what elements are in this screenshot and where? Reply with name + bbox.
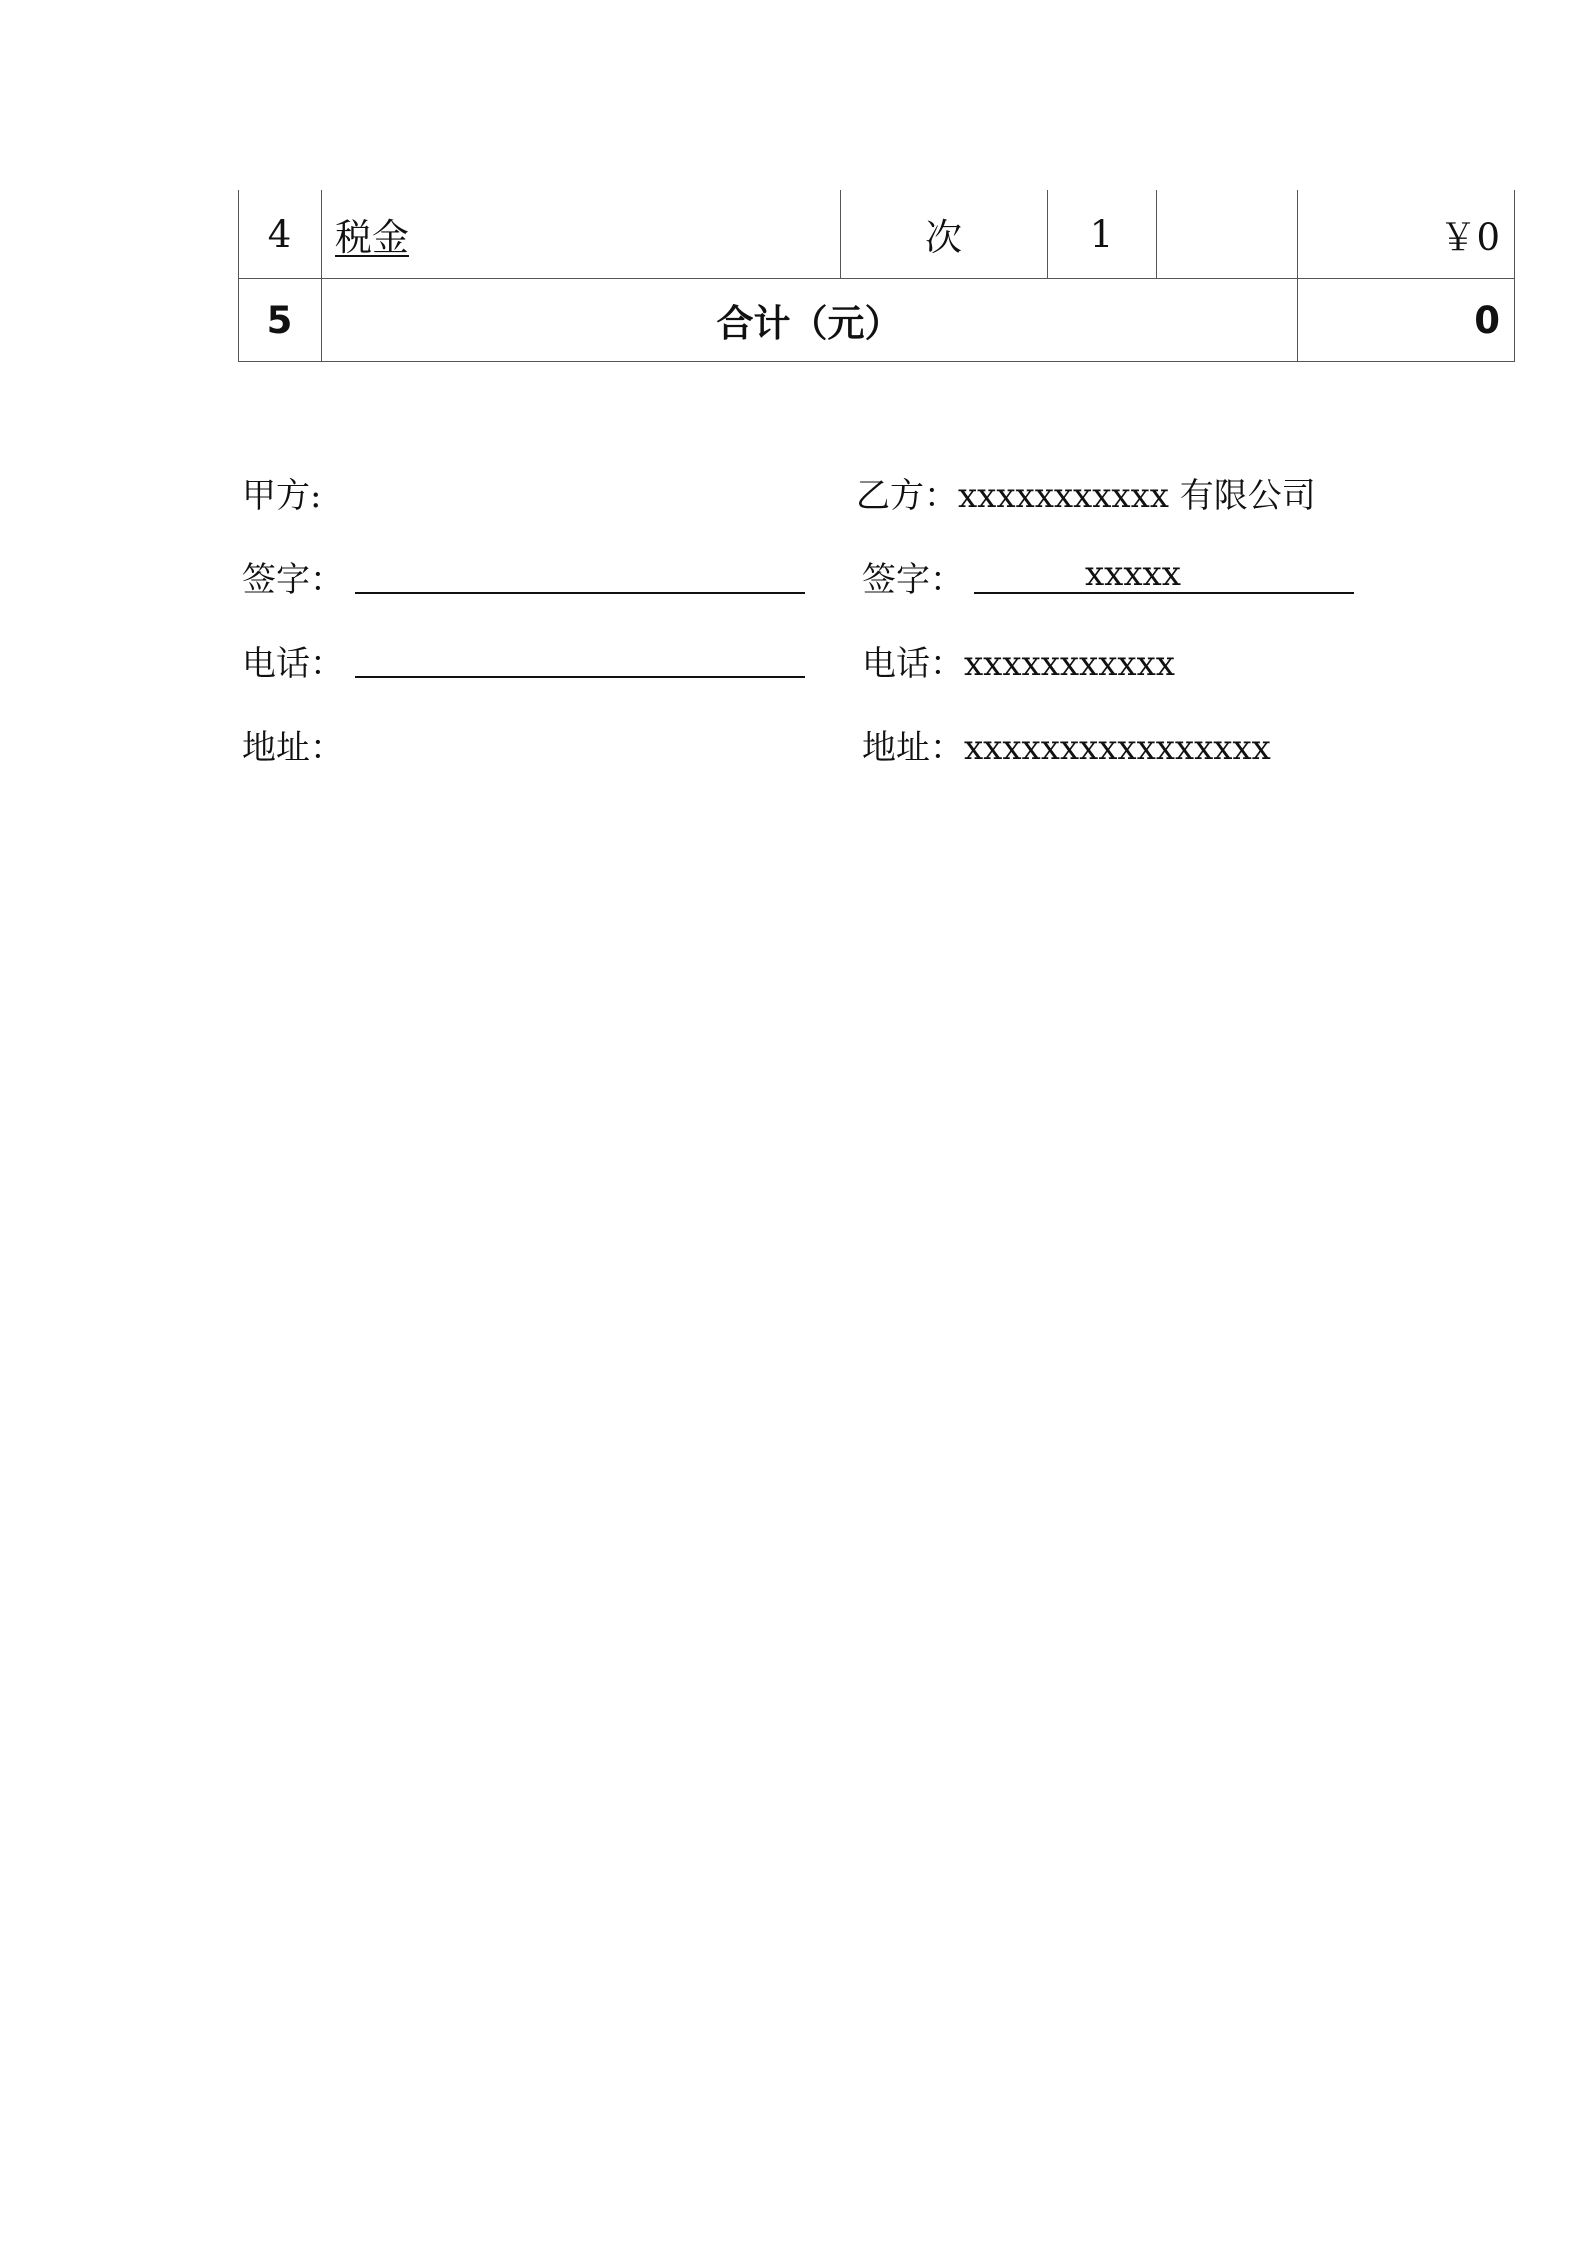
party-b-address-label: 地址： — [862, 728, 964, 768]
row4-price — [1156, 190, 1297, 278]
party-b-phone-value: xxxxxxxxxxx — [964, 644, 1175, 684]
row4-unit: 次 — [925, 216, 962, 259]
party-b-phone — [862, 636, 1175, 685]
party-a-phone-label: 电话： — [242, 644, 344, 684]
total-label: 合计（元） — [716, 302, 902, 345]
party-b-label: 乙方： — [856, 476, 958, 516]
party-a-sign-label: 签字： — [242, 560, 344, 600]
party-a-sign-line[interactable] — [355, 552, 805, 594]
party-b-name — [856, 468, 1316, 517]
table-right-border — [1514, 190, 1515, 362]
party-b-address-value: xxxxxxxxxxxxxxxx — [964, 728, 1271, 768]
row4-amount: ￥0 — [1439, 216, 1500, 259]
row4-item: 税金 — [335, 216, 409, 259]
party-b-phone-label: 电话： — [862, 644, 964, 684]
row4-item-cell — [321, 190, 840, 278]
party-a-phone-line[interactable] — [355, 636, 805, 678]
party-b-sign-label: 签字： — [862, 560, 964, 600]
party-b-signature: xxxxx — [1085, 554, 1181, 594]
party-a-label: 甲方: — [242, 476, 322, 516]
row4-qty: 1 — [1089, 212, 1114, 256]
total-amount: 0 — [1474, 298, 1500, 342]
row4-index: 4 — [267, 212, 292, 256]
quote-table — [238, 190, 1515, 362]
party-a-address-label: 地址： — [242, 728, 344, 768]
party-b-company: xxxxxxxxxxx 有限公司 — [958, 476, 1316, 516]
row5-index: 5 — [266, 298, 293, 342]
party-b-address — [862, 720, 1271, 769]
